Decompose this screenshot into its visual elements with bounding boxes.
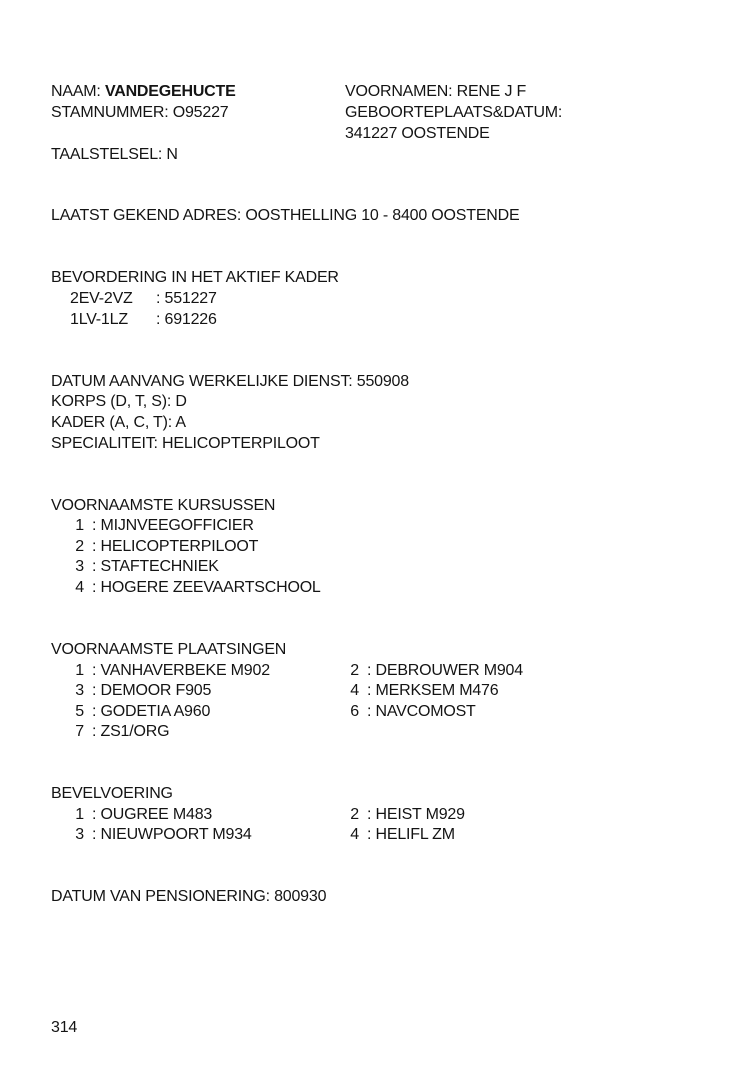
bevelvoering-number: 4 (350, 826, 359, 843)
datum-aanvang-dienst: DATUM AANVANG WERKELIJKE DIENST: 550908 (51, 373, 409, 390)
bevordering-title: BEVORDERING IN HET AKTIEF KADER (51, 269, 339, 286)
bevelvoering-item (70, 805, 212, 825)
kursus-text: : MIJNVEEGOFFICIER (92, 517, 254, 534)
kursus-text: : HELICOPTERPILOOT (92, 538, 259, 555)
naam-line (51, 82, 236, 102)
korps: KORPS (D, T, S): D (51, 393, 187, 410)
bevordering-date: : 551227 (156, 290, 217, 307)
bevordering-date: : 691226 (156, 311, 217, 328)
kursus-item (70, 578, 321, 598)
bevelvoering-item (345, 825, 455, 845)
bevelvoering-text: : NIEUWPOORT M934 (92, 826, 252, 843)
bevordering-code: 1LV-1LZ (70, 311, 128, 328)
geboorte-value: 341227 OOSTENDE (345, 125, 490, 142)
bevelvoering-number: 3 (75, 826, 84, 843)
plaatsing-number: 1 (75, 662, 84, 679)
kursus-text: : STAFTECHNIEK (92, 558, 219, 575)
geboorte-label: GEBOORTEPLAATS&DATUM: (345, 104, 563, 121)
plaatsing-number: 2 (350, 662, 359, 679)
kursus-item (70, 537, 258, 557)
plaatsing-text: : NAVCOMOST (367, 703, 476, 720)
bevelvoering-text: : OUGREE M483 (92, 806, 213, 823)
kursus-number: 1 (75, 517, 84, 534)
kursus-number: 4 (75, 579, 84, 596)
page-number: 314 (51, 1019, 78, 1036)
kursus-number: 2 (75, 538, 84, 555)
plaatsing-number: 4 (350, 682, 359, 699)
naam-value: VANDEGEHUCTE (104, 83, 236, 100)
bevordering-item (70, 289, 217, 309)
bevelvoering-item (345, 805, 465, 825)
plaatsing-text: : DEBROUWER M904 (367, 662, 523, 679)
plaatsing-item (70, 661, 270, 681)
plaatsing-text: : ZS1/ORG (92, 723, 170, 740)
voornamen: VOORNAMEN: RENE J F (345, 83, 527, 100)
plaatsing-text: : VANHAVERBEKE M902 (92, 662, 270, 679)
kader: KADER (A, C, T): A (51, 414, 186, 431)
plaatsing-item (345, 661, 523, 681)
laatst-gekend-adres: LAATST GEKEND ADRES: OOSTHELLING 10 - 8400 OOSTENDE (51, 207, 520, 224)
naam-label: NAAM: (51, 83, 101, 100)
taalstelsel: TAALSTELSEL: N (51, 146, 178, 163)
bevelvoering-number: 2 (350, 806, 359, 823)
plaatsing-item (345, 702, 476, 722)
kursus-number: 3 (75, 558, 84, 575)
datum-pensionering: DATUM VAN PENSIONERING: 800930 (51, 888, 327, 905)
plaatsing-number: 5 (75, 703, 84, 720)
plaatsing-text: : GODETIA A960 (92, 703, 211, 720)
bevelvoering-title: BEVELVOERING (51, 785, 173, 802)
plaatsing-item (70, 702, 210, 722)
plaatsing-item (70, 681, 211, 701)
bevordering-code: 2EV-2VZ (70, 290, 133, 307)
plaatsing-number: 3 (75, 682, 84, 699)
plaatsing-number: 7 (75, 723, 84, 740)
bevordering-item (70, 310, 217, 330)
bevelvoering-text: : HELIFL ZM (367, 826, 455, 843)
plaatsing-item (70, 722, 169, 742)
bevelvoering-text: : HEIST M929 (367, 806, 465, 823)
kursus-item (70, 516, 254, 536)
kursus-text: : HOGERE ZEEVAARTSCHOOL (92, 579, 321, 596)
kursus-item (70, 557, 219, 577)
bevelvoering-item (70, 825, 252, 845)
plaatsing-text: : MERKSEM M476 (367, 682, 499, 699)
stamnummer: STAMNUMMER: O95227 (51, 104, 229, 121)
specialiteit: SPECIALITEIT: HELICOPTERPILOOT (51, 435, 320, 452)
bevelvoering-number: 1 (75, 806, 84, 823)
plaatsing-item (345, 681, 498, 701)
plaatsing-number: 6 (350, 703, 359, 720)
kursussen-title: VOORNAAMSTE KURSUSSEN (51, 497, 276, 514)
plaatsingen-title: VOORNAAMSTE PLAATSINGEN (51, 641, 287, 658)
plaatsing-text: : DEMOOR F905 (92, 682, 212, 699)
